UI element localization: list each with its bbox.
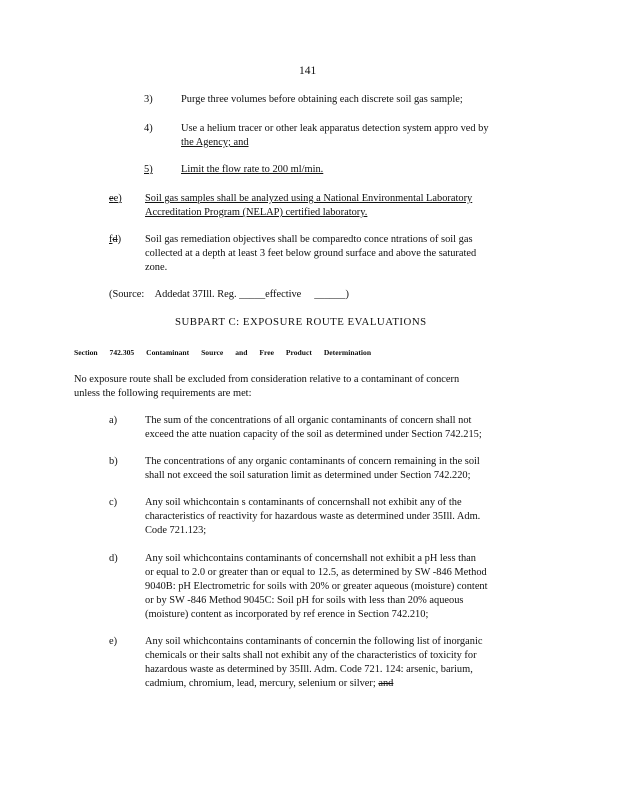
list-c-line-1: Any soil whichcontain s contaminants of concernshall not exhibit any of the (145, 497, 462, 508)
para-f-new-letter: f (109, 234, 113, 245)
list-e-struck-and: and (378, 678, 394, 689)
section-title-word-3: and (235, 348, 248, 357)
section-title-word-6: Determination (323, 348, 372, 357)
list-b-line-2: shall not exceed the soil saturation limit as determined under Section 742.220; (145, 470, 471, 481)
section-label: Section (74, 348, 98, 357)
section-title-word-4: Free (259, 348, 274, 357)
para-f-line-1: Soil gas remediation objectives shall be comparedto conce ntrations of soil gas (145, 234, 473, 245)
section-heading (74, 346, 371, 360)
item-5-number: 5) (144, 164, 153, 175)
list-d-line-3: 9040B: pH Electrometric for soils with 20% or greater aqueous (moisture) content (145, 581, 488, 592)
item-3-text: Purge three volumes before obtaining each discrete soil gas sample; (181, 94, 463, 105)
section-title-word-2: Source (201, 348, 224, 357)
para-e-paren: ) (118, 193, 122, 204)
list-e-number: e) (109, 636, 118, 647)
source-note (109, 288, 349, 302)
list-c-number: c) (109, 497, 118, 508)
para-f-line-3: zone. (145, 262, 168, 273)
list-d-line-2: or equal to 2.0 or greater than or equal to 12.5, as determined by SW -846 Method (145, 567, 487, 578)
list-d-line-4: or by SW -846 Method 9045C: Soil pH for soils with less than 20% aqueous (145, 595, 464, 606)
section-number: 742.305 (109, 348, 135, 357)
para-e-line-2: Accreditation Program (NELAP) certified laboratory. (145, 207, 368, 218)
source-effective: effective (265, 289, 302, 300)
list-e-line-4-text: cadmium, chromium, lead, mercury, selenium or silver; (145, 678, 376, 689)
para-e-line-1: Soil gas samples shall be analyzed using a National Environmental Laboratory (145, 193, 473, 204)
item-5-text: Limit the flow rate to 200 ml/min. (181, 164, 324, 175)
section-title-word-5: Product (285, 348, 312, 357)
list-a-line-2: exceed the atte nuation capacity of the soil as determined under Section 742.215; (145, 429, 482, 440)
list-d-number: d) (109, 553, 118, 564)
para-f-line-2: collected at a depth at least 3 feet below ground surface and above the saturated (145, 248, 477, 259)
para-f-paren: ) (117, 234, 122, 245)
list-b-number: b) (109, 456, 118, 467)
list-b-line-1: The concentrations of any organic contaminants of concern remaining in the soil (145, 456, 480, 467)
list-d-line-5: (moisture) content as incorporated by ref erence in Section 742.210; (145, 609, 429, 620)
list-a-number: a) (109, 415, 118, 426)
intro-line-1: No exposure route shall be excluded from consideration relative to a contaminant of concern (74, 374, 460, 385)
source-close: ) (345, 289, 349, 300)
list-e-line-2: chemicals or their salts shall not exhibit any of the characteristics of toxicity for (145, 650, 477, 661)
section-title-word-1: Contaminant (146, 348, 190, 357)
list-e-line-1: Any soil whichcontains contaminants of concernin the following list of inorganic (145, 636, 483, 647)
list-c-line-3: Code 721.123; (145, 525, 207, 536)
subpart-heading: SUBPART C: EXPOSURE ROUTE EVALUATIONS (175, 316, 427, 328)
intro-line-2: unless the following requirements are met: (74, 388, 252, 399)
para-e-number (109, 192, 122, 206)
list-d-line-1: Any soil whichcontains contaminants of concernshall not exhibit a pH less than (145, 553, 476, 564)
item-4-line-2: the Agency; and (181, 137, 249, 148)
para-f-struck-letter: d (112, 234, 118, 245)
para-f-number (109, 233, 121, 247)
para-e-new-letter: e (113, 193, 119, 204)
source-text: Addedat 37Ill. Reg. (154, 289, 237, 300)
page-number: 141 (299, 65, 317, 77)
list-c-line-2: characteristics of reactivity for hazardous waste as determined under 35Ill. Adm. (145, 511, 481, 522)
list-e-line-4 (145, 677, 393, 691)
source-blank-1: _____ (239, 289, 266, 300)
item-4-number: 4) (144, 123, 153, 134)
item-4-line-1-text: Use a helium tracer or other leak apparatus detection system appro ved by (181, 123, 489, 134)
list-a-line-1: The sum of the concentrations of all organic contaminants of concern shall not (145, 415, 472, 426)
item-4-line-1 (181, 122, 534, 136)
source-blank-2: ______ (314, 289, 346, 300)
list-e-line-3: hazardous waste as determined by 35Ill. Adm. Code 721. 124: arsenic, barium, (145, 664, 473, 675)
source-prefix: (Source: (109, 289, 145, 300)
item-3-number: 3) (144, 94, 153, 105)
para-e-struck-letter: e (109, 193, 114, 204)
